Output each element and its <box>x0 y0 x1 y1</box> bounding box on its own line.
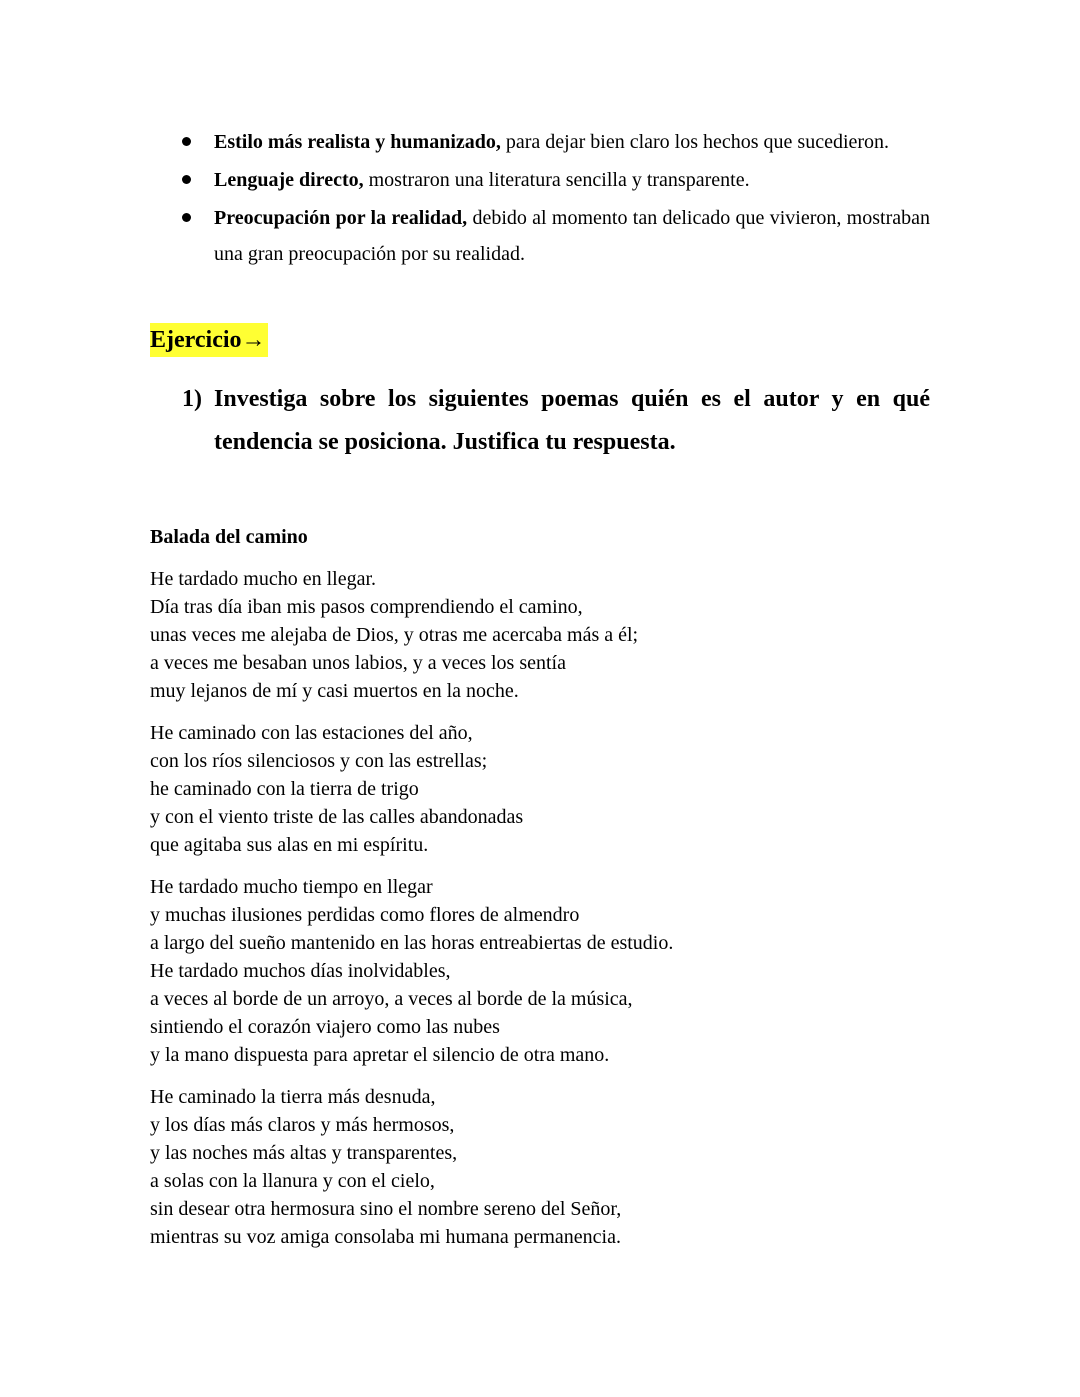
poem-stanza <box>150 719 950 859</box>
poem-line: he caminado con la tierra de trigo <box>150 778 419 800</box>
poem-line: He tardado mucho tiempo en llegar <box>150 876 433 898</box>
poem-line: y las noches más altas y transparentes, <box>150 1142 458 1164</box>
question-number: 1) <box>182 386 202 412</box>
poem-line: He tardado mucho en llegar. <box>150 568 377 590</box>
question-text: Investiga sobre los siguientes poemas quién es el autor y en qué tendencia se posiciona. Justifica tu respuesta. <box>214 386 930 455</box>
list-item-text: para dejar bien claro los hechos que sucedieron. <box>500 131 890 153</box>
list-item-lead: Lenguaje directo, <box>214 169 364 191</box>
bullet-icon <box>182 137 191 146</box>
poem-stanza <box>150 1083 950 1251</box>
list-item-text: mostraron una literatura sencilla y transparente. <box>363 169 750 191</box>
poem-line: sin desear otra hermosura sino el nombre sereno del Señor, <box>150 1198 622 1220</box>
poem-line: muy lejanos de mí y casi muertos en la noche. <box>150 680 519 702</box>
list-item <box>150 124 930 160</box>
poem-stanza <box>150 873 950 1069</box>
poem-line: He tardado muchos días inolvidables, <box>150 960 451 982</box>
list-item <box>150 162 930 198</box>
poem-line: He caminado con las estaciones del año, <box>150 722 473 744</box>
exercise-heading: Ejercicio→ <box>150 323 268 357</box>
poem-line: y la mano dispuesta para apretar el silencio de otra mano. <box>150 1044 610 1066</box>
list-item-text: debido al momento tan delicado que vivieron, mostraban una gran preocupación por su realidad. <box>214 207 930 265</box>
poem-line: que agitaba sus alas en mi espíritu. <box>150 834 429 856</box>
poem-line: He caminado la tierra más desnuda, <box>150 1086 436 1108</box>
list-item <box>150 200 930 272</box>
poem-line: sintiendo el corazón viajero como las nubes <box>150 1016 500 1038</box>
poem-line: y los días más claros y más hermosos, <box>150 1114 455 1136</box>
bullet-icon <box>182 213 191 222</box>
poem-line: y con el viento triste de las calles abandonadas <box>150 806 524 828</box>
poem-line: a largo del sueño mantenido en las horas entreabiertas de estudio. <box>150 932 674 954</box>
characteristics-list <box>150 124 930 274</box>
poem-line: mientras su voz amiga consolaba mi humana permanencia. <box>150 1226 621 1248</box>
poem-line: con los ríos silenciosos y con las estrellas; <box>150 750 488 772</box>
poem-line: a veces al borde de un arroyo, a veces al borde de la música, <box>150 988 633 1010</box>
poem-title: Balada del camino <box>150 526 308 548</box>
list-item-lead: Estilo más realista y humanizado, <box>214 131 501 153</box>
poem-line: unas veces me alejaba de Dios, y otras me acercaba más a él; <box>150 624 639 646</box>
list-item-lead: Preocupación por la realidad, <box>214 207 468 229</box>
poem-line: Día tras día iban mis pasos comprendiendo el camino, <box>150 596 583 618</box>
poem-line: a veces me besaban unos labios, y a veces los sentía <box>150 652 566 674</box>
poem-line: a solas con la llanura y con el cielo, <box>150 1170 435 1192</box>
poem-stanza <box>150 565 950 705</box>
poem-body <box>150 565 950 1265</box>
poem-line: y muchas ilusiones perdidas como flores de almendro <box>150 904 580 926</box>
exercise-question <box>182 378 930 464</box>
bullet-icon <box>182 175 191 184</box>
